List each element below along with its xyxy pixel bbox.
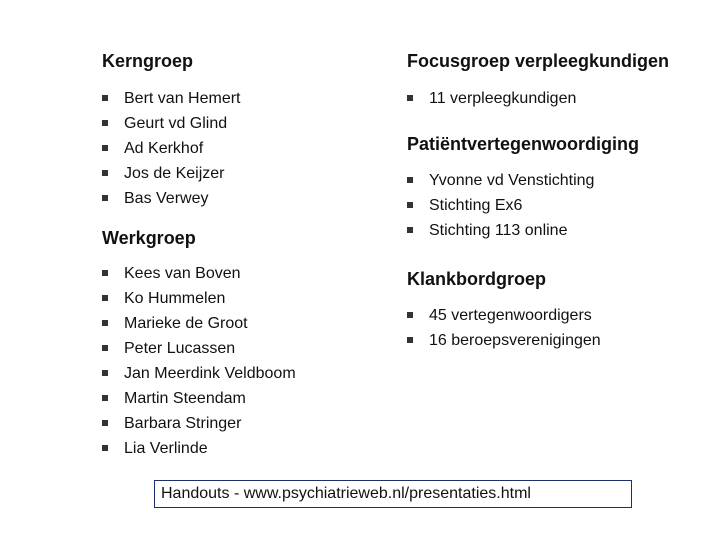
bullet-icon bbox=[407, 177, 413, 183]
list-item: Stichting Ex6 bbox=[407, 193, 639, 218]
list-item: 11 verpleegkundigen bbox=[407, 86, 669, 111]
kerngroep-list bbox=[102, 86, 240, 211]
klankbord-section bbox=[407, 268, 601, 353]
bullet-icon bbox=[102, 270, 108, 276]
bullet-icon bbox=[102, 420, 108, 426]
focusgroep-list bbox=[407, 86, 669, 111]
bullet-icon bbox=[407, 337, 413, 343]
list-item: Barbara Stringer bbox=[102, 411, 296, 436]
list-item: Peter Lucassen bbox=[102, 336, 296, 361]
patient-list bbox=[407, 168, 639, 243]
focusgroep-heading: Focusgroep verpleegkundigen bbox=[407, 51, 670, 71]
bullet-icon bbox=[102, 320, 108, 326]
list-item: Geurt vd Glind bbox=[102, 111, 240, 136]
list-item: Bert van Hemert bbox=[102, 86, 240, 111]
bullet-icon bbox=[102, 395, 108, 401]
list-item: Bas Verwey bbox=[102, 186, 240, 211]
bullet-icon bbox=[407, 202, 413, 208]
bullet-icon bbox=[102, 145, 108, 151]
klankbord-list bbox=[407, 303, 601, 353]
list-item: Lia Verlinde bbox=[102, 436, 296, 461]
list-item: Jan Meerdink Veldboom bbox=[102, 361, 296, 386]
bullet-icon bbox=[102, 195, 108, 201]
list-item: Ad Kerkhof bbox=[102, 136, 240, 161]
bullet-icon bbox=[102, 345, 108, 351]
bullet-icon bbox=[407, 95, 413, 101]
list-item: Stichting 113 online bbox=[407, 218, 639, 243]
kerngroep-heading: Kerngroep bbox=[102, 51, 194, 71]
bullet-icon bbox=[407, 312, 413, 318]
list-item: Marieke de Groot bbox=[102, 311, 296, 336]
list-item: 16 beroepsverenigingen bbox=[407, 328, 601, 353]
werkgroep-list bbox=[102, 261, 296, 461]
list-item: 45 vertegenwoordigers bbox=[407, 303, 601, 328]
bullet-icon bbox=[102, 295, 108, 301]
bullet-icon bbox=[102, 120, 108, 126]
list-item: Kees van Boven bbox=[102, 261, 296, 286]
patient-heading: Patiëntvertegenwoordiging bbox=[407, 134, 640, 154]
list-item: Martin Steendam bbox=[102, 386, 296, 411]
list-item: Ko Hummelen bbox=[102, 286, 296, 311]
focusgroep-section bbox=[407, 50, 669, 111]
bullet-icon bbox=[102, 370, 108, 376]
kerngroep-section bbox=[102, 50, 240, 211]
werkgroep-section bbox=[102, 227, 296, 461]
bullet-icon bbox=[102, 445, 108, 451]
list-item: Jos de Keijzer bbox=[102, 161, 240, 186]
list-item: Yvonne vd Venstichting bbox=[407, 168, 639, 193]
patient-section bbox=[407, 133, 639, 243]
bullet-icon bbox=[102, 95, 108, 101]
bullet-icon bbox=[407, 227, 413, 233]
handouts-link[interactable]: Handouts - www.psychiatrieweb.nl/presentaties.html bbox=[154, 480, 632, 508]
klankbord-heading: Klankbordgroep bbox=[407, 269, 547, 289]
werkgroep-heading: Werkgroep bbox=[102, 228, 196, 248]
bullet-icon bbox=[102, 170, 108, 176]
